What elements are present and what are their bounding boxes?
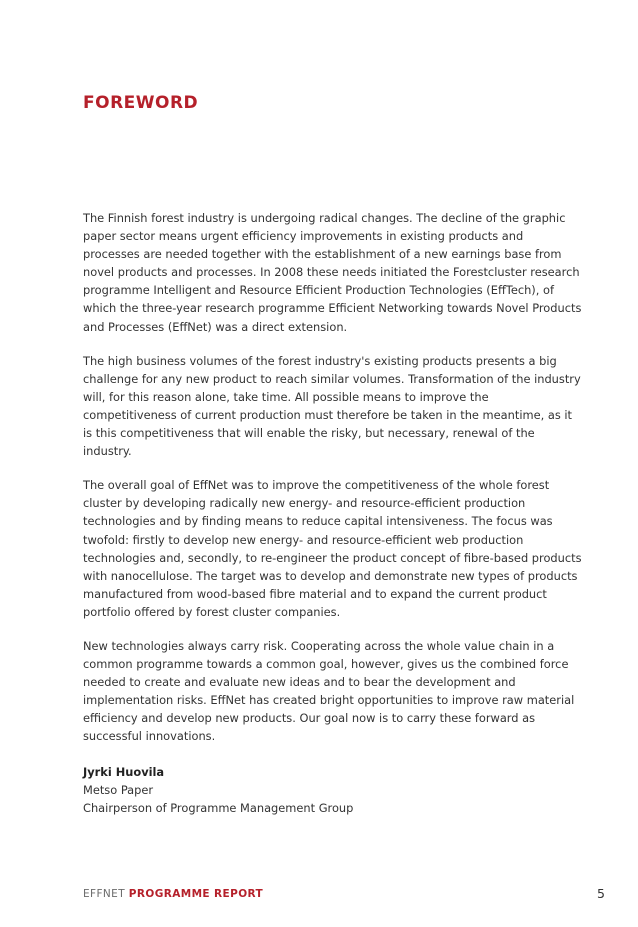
signature-block xyxy=(83,763,353,817)
signatory-organization: Metso Paper xyxy=(83,783,154,798)
page-footer xyxy=(83,888,263,900)
paragraph-4: New technologies always carry risk. Cooperating across the whole value chain in a common programme towards a common goal, however, gives us the combined force needed to create and evaluate new ideas and to bear the development and implementation risks. EffNet has created bright opportunities to improve raw material efficiency and develop new products. Our goal now is to carry these forward as successful innovations. xyxy=(83,638,575,744)
paragraph-3: The overall goal of EffNet was to improve the competitiveness of the whole forest cluster by developing radically new energy- and resource-efficient production technologies and by finding means to reduce capital intensiveness. The focus was twofold: firstly to develop new energy- and resource-efficient web production technologies and, secondly, to re-engineer the product concept of fibre-based products with nanocellulose. The target was to develop and demonstrate new types of products manufactured from wood-based fibre material and to expand the current product portfolio offered by forest cluster companies. xyxy=(83,478,582,619)
foreword-body xyxy=(83,209,583,762)
footer-report-title: PROGRAMME REPORT xyxy=(128,888,264,900)
paragraph-1: The Finnish forest industry is undergoing radical changes. The decline of the graphic paper sector means urgent efficiency improvements in existing products and processes are needed together with the establishment of a new earnings base from novel products and processes. In 2008 these needs initiated the Forestcluster research programme Intelligent and Resource Efficient Production Technologies (EffTech), of which the three-year research programme Efficient Networking towards Novel Products and Processes (EffNet) was a direct extension. xyxy=(83,211,582,334)
footer-brand: EFFNET xyxy=(83,888,126,900)
signatory-name: Jyrki Huovila xyxy=(83,765,165,779)
page-number: 5 xyxy=(597,886,605,901)
signatory-role: Chairperson of Programme Management Group xyxy=(83,801,354,816)
paragraph-2: The high business volumes of the forest industry's existing products presents a big challenge for any new product to reach similar volumes. Transformation of the industry will, for this reason alone, take time. All possible means to improve the competitiveness of current production must therefore be taken in the meantime, as it is this competitiveness that will enable the risky, but necessary, renewal of the industry. xyxy=(83,353,581,459)
page-title: FOREWORD xyxy=(83,93,199,113)
